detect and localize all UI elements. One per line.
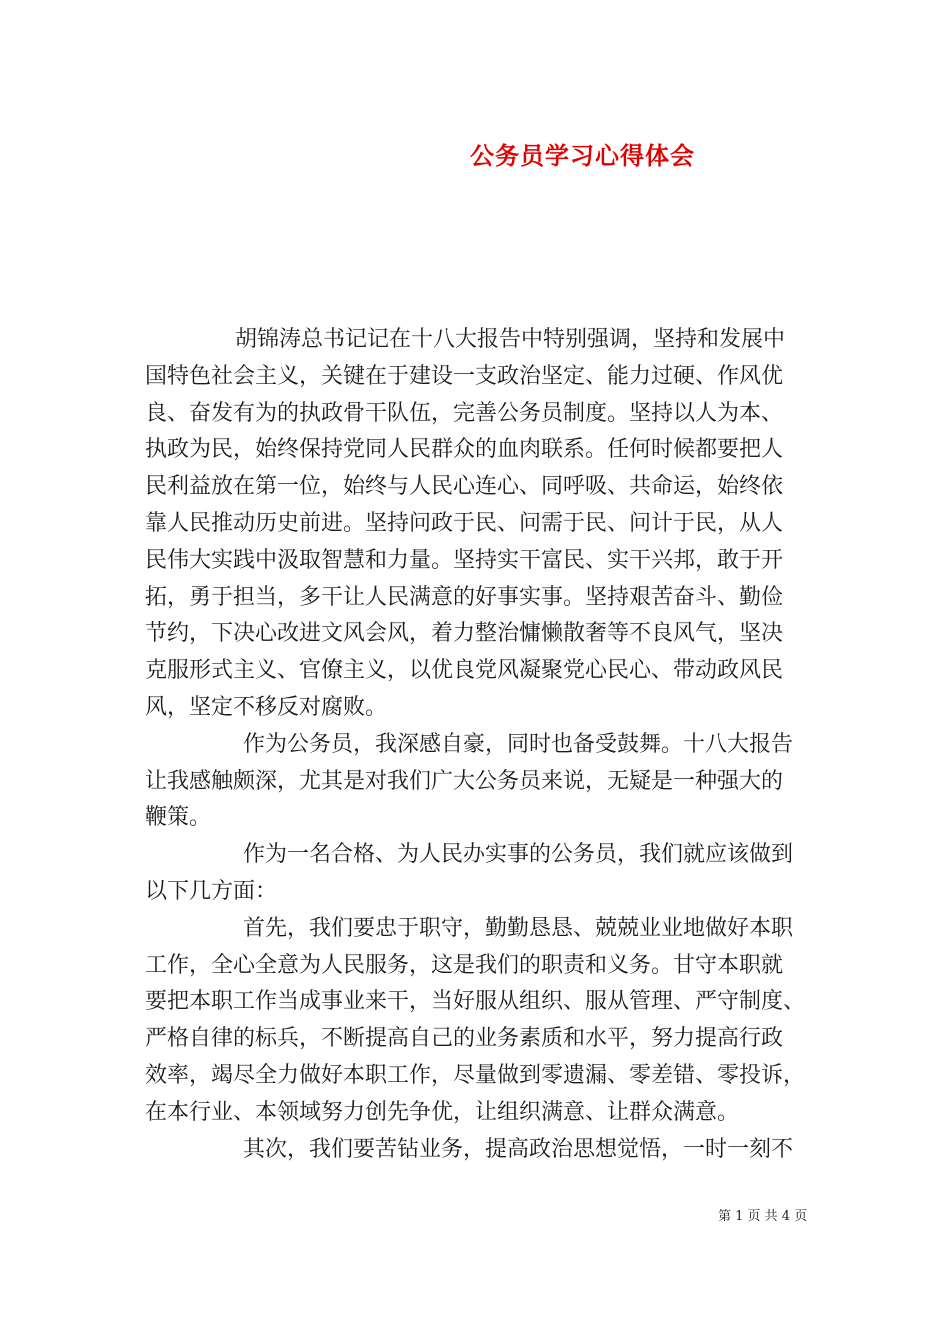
text-line: 民伟大实践中汲取智慧和力量。坚持实干富民、实干兴邦，敢于开 <box>145 547 784 573</box>
text-line: 在本行业、本领域努力创先争优，让组织满意、让群众满意。 <box>145 1099 740 1125</box>
text-line: 良、奋发有为的执政骨干队伍，完善公务员制度。坚持以人为本、 <box>145 400 784 426</box>
text-line: 作为公务员，我深感自豪，同时也备受鼓舞。十八大报告 <box>243 731 794 757</box>
text-line: 以下几方面： <box>145 878 278 904</box>
text-line: 风，坚定不移反对腐败。 <box>145 694 388 720</box>
text-line: 克服形式主义、官僚主义，以优良党风凝聚党心民心、带动政风民 <box>145 658 784 684</box>
text-line: 严格自律的标兵，不断提高自己的业务素质和水平，努力提高行政 <box>145 1026 784 1052</box>
text-line: 作为一名合格、为人民办实事的公务员，我们就应该做到 <box>243 842 794 868</box>
text-line: 靠人民推动历史前进。坚持问政于民、问需于民、问计于民，从人 <box>145 510 784 536</box>
text-line: 执政为民，始终保持党同人民群众的血肉联系。任何时候都要把人 <box>145 437 784 463</box>
document-title: 公务员学习心得体会 <box>470 141 695 170</box>
document-body <box>145 322 815 1168</box>
text-line: 胡锦涛总书记记在十八大报告中特别强调，坚持和发展中 <box>235 327 786 352</box>
text-line: 民利益放在第一位，始终与人民心连心、同呼吸、共命运，始终依 <box>145 474 784 500</box>
text-line: 鞭策。 <box>145 805 212 831</box>
text-line: 让我感触颇深，尤其是对我们广大公务员来说，无疑是一种强大的 <box>145 768 784 794</box>
text-line: 其次，我们要苦钻业务，提高政治思想觉悟，一时一刻不 <box>243 1136 794 1162</box>
text-line: 效率，竭尽全力做好本职工作，尽量做到零遗漏、零差错、零投诉， <box>145 1062 806 1088</box>
text-line: 拓，勇于担当，多干让人民满意的好事实事。坚持艰苦奋斗、勤俭 <box>145 584 784 610</box>
text-line: 国特色社会主义，关键在于建设一支政治坚定、能力过硬、作风优 <box>145 363 784 389</box>
page-footer: 第 1 页 共 4 页 <box>718 1209 808 1224</box>
text-line: 节约，下决心改进文风会风，着力整治慵懒散奢等不良风气，坚决 <box>145 621 784 647</box>
text-line: 首先，我们要忠于职守，勤勤恳恳、兢兢业业地做好本职 <box>243 915 794 941</box>
text-line: 工作，全心全意为人民服务，这是我们的职责和义务。甘守本职就 <box>145 952 784 978</box>
text-line: 要把本职工作当成事业来干，当好服从组织、服从管理、严守制度、 <box>145 989 806 1015</box>
